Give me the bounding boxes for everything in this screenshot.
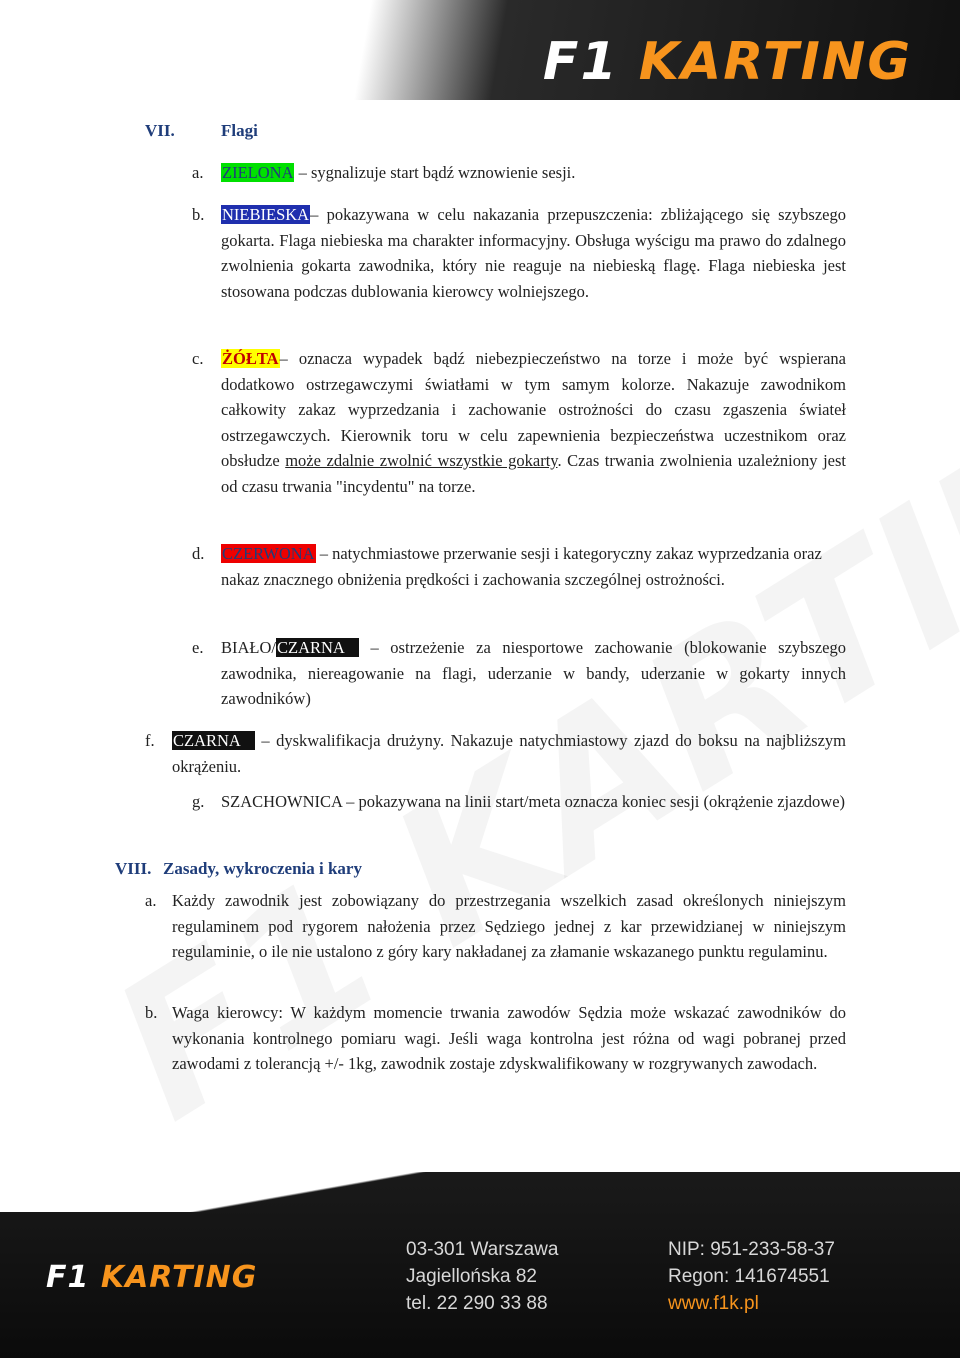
f1-karting-logo bbox=[543, 32, 912, 92]
item-7e-marker: e. bbox=[192, 638, 204, 657]
flag-black-label: CZARNA bbox=[172, 731, 255, 750]
footer-nip: NIP: 951-233-58-37 bbox=[668, 1239, 835, 1260]
item-8b: Waga kierowcy: W każdym momencie trwania zawodów Sędzia może wskazać zawodników do wykonania kontrolnego pomiaru wagi. Jeśli waga kontrolna jest różna od wagi pobranej przed zawodami z tolerancją +/- 1kg, zawodnik zostaje zdyskwalifikowany w rozgrywanych zawodach. bbox=[172, 1003, 846, 1073]
item-7c bbox=[221, 346, 846, 499]
item-7d-marker: d. bbox=[192, 544, 205, 563]
item-7d bbox=[221, 541, 846, 592]
item-7b-text: – pokazywana w celu nakazania przepuszczenia: zbliżającego się szybszego gokarta. Flaga niebieska ma charakter informacyjny. Obsługa wyścigu ma prawo do zdalnego zwolnienia gokarta zawodnika, który nie reaguje na niebieską flagę. Flaga niebieska jest stosowana podczas dublowania kierowcy wolniejszego. bbox=[221, 205, 846, 301]
footer-address bbox=[406, 1236, 558, 1317]
item-8a-marker: a. bbox=[145, 891, 157, 910]
logo-f1-text: F1 bbox=[542, 32, 619, 92]
item-7c-text-a: – oznacza wypadek bądź niebezpieczeństwo na torze i może być wspierana dodatkowo ostrzegawczymi światłami w tym samym kolorze. Nakazuje zawodnikom całkowity zakaz wyprzedzania i zachowanie ostrożności do czasu zgaszenia świateł ostrzegawczych. Kierownik toru w celu zapewnienia bezpieczeństwa uczestnikom oraz obsłudze bbox=[221, 349, 846, 470]
item-7a-text: – sygnalizuje start bądź wznowienie sesji. bbox=[294, 163, 576, 182]
item-7g-marker: g. bbox=[192, 792, 205, 811]
footer-regon: Regon: 141674551 bbox=[668, 1266, 830, 1287]
footer-logo-f1: F1 bbox=[46, 1260, 90, 1295]
flag-black-white-label: CZARNA bbox=[276, 638, 359, 657]
item-7c-marker: c. bbox=[192, 349, 204, 368]
item-8b-marker: b. bbox=[145, 1003, 158, 1022]
logo-karting-text: KARTING bbox=[638, 32, 912, 92]
item-7a bbox=[221, 160, 846, 186]
item-7b-marker: b. bbox=[192, 205, 205, 224]
item-7e bbox=[221, 635, 846, 712]
footer-logo-karting: KARTING bbox=[100, 1260, 258, 1295]
item-7f bbox=[172, 728, 846, 779]
footer-street: Jagiellońska 82 bbox=[406, 1266, 537, 1287]
item-7b bbox=[221, 202, 846, 304]
section7-title: Flagi bbox=[221, 121, 258, 140]
flag-yellow-label: ŻÓŁTA bbox=[222, 349, 279, 368]
footer-city: 03-301 Warszawa bbox=[406, 1239, 559, 1260]
footer-logo bbox=[46, 1260, 257, 1295]
item-7c-text-underlined: może zdalnie zwolnić wszystkie gokarty bbox=[285, 451, 558, 470]
flag-red-label: CZERWONA bbox=[222, 544, 315, 563]
footer-phone: tel. 22 290 33 88 bbox=[406, 1293, 548, 1314]
section7-number: VII. bbox=[145, 121, 175, 140]
item-7e-prefix: BIAŁO/ bbox=[221, 638, 276, 657]
section8-number: VIII. bbox=[115, 859, 152, 878]
item-7g: SZACHOWNICA – pokazywana na linii start/meta oznacza koniec sesji (okrążenie zjazdowe) bbox=[221, 792, 846, 811]
page-header bbox=[0, 0, 960, 100]
item-7a-marker: a. bbox=[192, 163, 204, 182]
item-8a: Każdy zawodnik jest zobowiązany do przestrzegania wszelkich zasad określonych niniejszym regulaminem pod rygorem nałożenia przez Sędziego jednej z kar przewidzianej w niniejszym regulaminie, o ile nie ustalono z góry kary nakładanej za złamanie wskazanego punktu regulaminu. bbox=[172, 891, 846, 961]
section8-title: Zasady, wykroczenia i kary bbox=[163, 859, 362, 878]
footer-website-link[interactable]: www.f1k.pl bbox=[668, 1293, 759, 1314]
item-7c-text-b: . Czas trwania zwolnienia uzależniony jest od czasu trwania "incydentu" na torze. bbox=[221, 451, 846, 496]
item-7f-text: – dyskwalifikacja drużyny. Nakazuje natychmiastowy zjazd do boksu na najbliższym okrążeniu. bbox=[172, 731, 846, 776]
footer-company bbox=[668, 1236, 835, 1317]
page-footer bbox=[0, 1172, 960, 1358]
item-7e-text: – ostrzeżenie za niesportowe zachowanie (blokowanie szybszego zawodnika, niereagowanie na flagi, uderzanie w bandy, uderzanie w gokarty innych zawodników) bbox=[221, 638, 846, 708]
flag-green-label: ZIELONA bbox=[222, 163, 294, 182]
flag-blue-label: NIEBIESKA bbox=[222, 205, 310, 224]
item-7d-text: – natychmiastowe przerwanie sesji i kategoryczny zakaz wyprzedzania oraz nakaz znacznego obniżenia prędkości i zachowania szczególnej ostrożności. bbox=[221, 544, 822, 589]
item-7f-marker: f. bbox=[145, 731, 155, 750]
